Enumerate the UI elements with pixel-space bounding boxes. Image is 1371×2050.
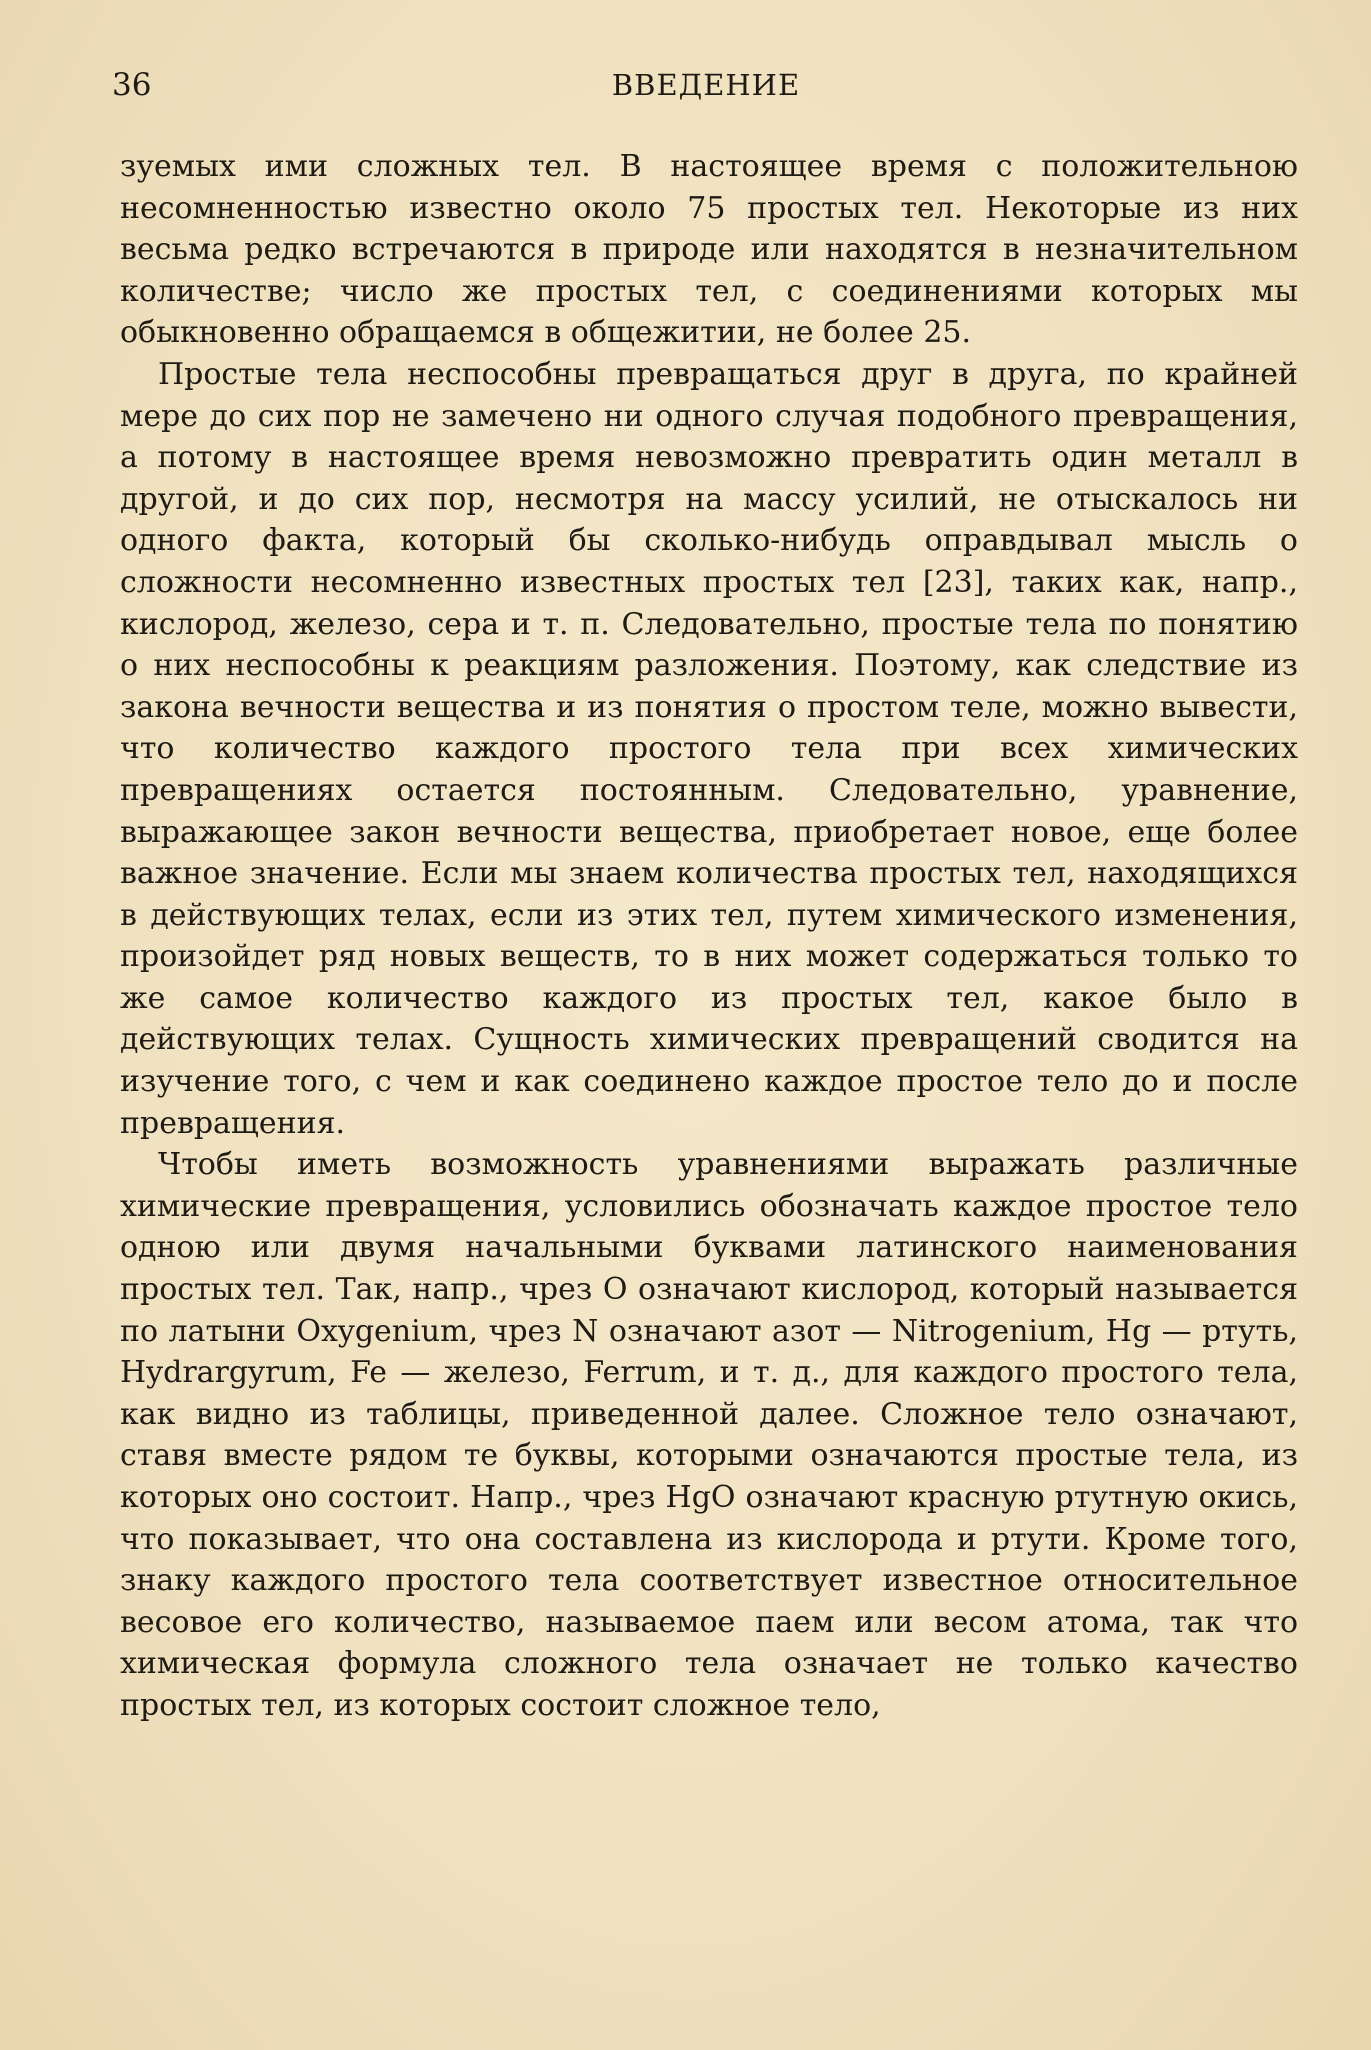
- paragraph-simple-bodies: Простые тела неспособны превращаться друг в друга, по крайней мере до сих пор не замечено ни одного случая подобного превращения, а потому в настоящее время невозможно превратить один металл в другой, и до сих пор, несмотря на массу усилий, не отыскалось ни одного факта, который бы сколько-нибудь оправдывал мысль о сложности несомненно известных простых тел [23], таких как, напр., кислород, железо, сера и т. п. Следовательно, простые тела по понятию о них неспособны к реакциям разложения. Поэтому, как следствие из закона вечности вещества и из понятия о простом теле, можно вывести, что количество каждого простого тела при всех химических превращениях остается постоянным. Следовательно, уравнение, выражающее закон вечности вещества, приобретает новое, еще более важное значение. Если мы знаем количества простых тел, находящихся в действующих телах, если из этих тел, путем химического изменения, произойдет ряд новых веществ, то в них может содержаться только то же самое количество каждого из простых тел, какое было в действующих телах. Сущность химических превращений сводится на изучение того, с чем и как соединено каждое простое тело до и после превращения.: [120, 356, 1298, 1141]
- page-number: 36: [112, 67, 152, 103]
- page-header: [112, 60, 1300, 110]
- running-head: ВВЕДЕНИЕ: [611, 68, 801, 102]
- paragraph-chemical-notation: Чтобы иметь возможность уравнениями выражать различные химические превращения, условились обозначать каждое простое тело одною или двумя начальными буквами латинского наименования простых тел. Так, напр., чрез O означают кислород, который называется по латыни Oxygenium, чрез N означают азот — Nitrogenium, Hg — ртуть, Hydrargyrum, Fe — железо, Ferrum, и т. д., для каждого простого тела, как видно из таблицы, приведенной далее. Сложное тело означают, ставя вместе рядом те буквы, которыми означаются простые тела, из которых оно состоит. Напр., чрез HgO означают красную ртутную окись, что показывает, что она составлена из кислорода и ртути. Кроме того, знаку каждого простого тела соответствует известное относительное весовое его количество, называемое паем или весом атома, так что химическая формула сложного тела означает не только качество простых тел, из которых состоит сложное тело,: [120, 1147, 1298, 1723]
- body-text: [120, 146, 1298, 1727]
- paragraph-continued: зуемых ими сложных тел. В настоящее время с положительною несомненностью известно около 75 простых тел. Некоторые из них весьма редко встречаются в природе или находятся в незначительном количестве; число же простых тел, с соединениями которых мы обыкновенно обращаемся в общежитии, не более 25.: [120, 149, 1298, 351]
